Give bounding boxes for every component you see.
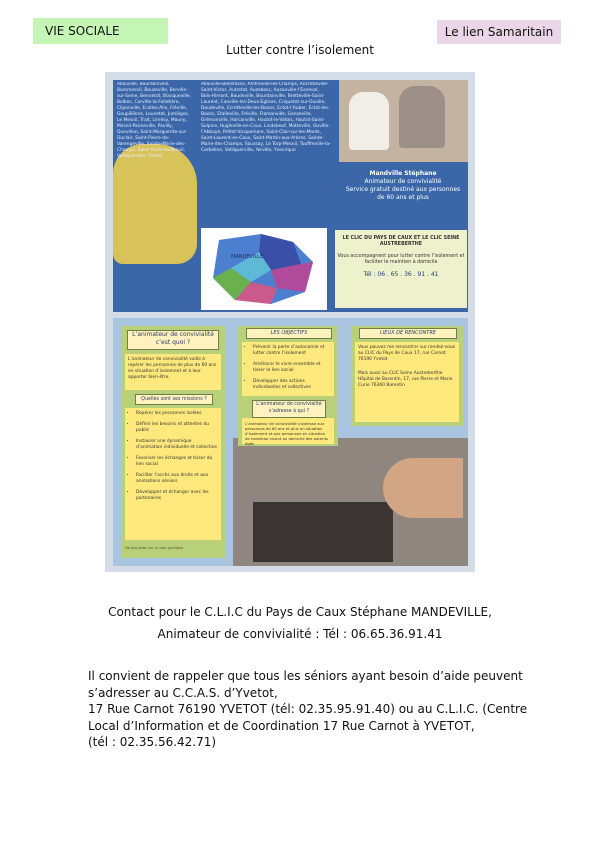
paragraph-line: Il convient de rappeler que tous les séniors ayant besoin d’aide peuvent [88,669,523,683]
meeting-places [355,342,459,422]
contact-line: Contact pour le C.L.I.C du Pays de Caux Stéphane MANDEVILLE, [108,605,492,619]
section-tag: VIE SOCIALE [33,18,168,44]
commune-list-left: Allouville, Bourdainville, Baromesnil, Beuzeville, Berville-sur-Seine, Bennetot, Blacqueville, Bolbec, Carville-la-Folletière, Cliponville, Ecalles-Alix, Fréville, Goupillières, Louvetot, Jumièges, Le Mesnil, Trait, Limésy, Mauny, Mesnil-Panneville, Pavilly, Quevillon, Saint-Marguerite-sur-Duclair, Saint-Pierre-de-Varengeville, Sainte-Marie-des-Champs, Saint-Ouen-du-Breuil, Valliquerville, Yvetot [117,82,192,159]
column-objectifs [238,326,338,446]
info-paragraph [88,668,528,751]
flyer-footer: Ne pas jeter sur la voie publique [125,546,184,550]
contact-name: Mandville Stéphane [369,170,437,177]
mission-item: • Développer et échanger avec les partenaires [136,490,218,502]
mission-item: • Favoriser les échanges et tisser du lien social [136,456,218,468]
flyer-inside [113,318,468,566]
mission-item: • Définir les besoins et attentes du public [136,422,218,434]
clic-card-title: LE CLIC DU PAYS DE CAUX ET LE CLIC SEINE AUSTREBERTHE [342,236,460,247]
column-lieux [351,326,463,426]
clic-card-text: Vous accompagnent pour lutter contre l’isolement et faciliter le maintien à domicile [337,254,465,265]
contact-audience: de 60 ans et plus [377,194,429,201]
chess-photo [233,438,468,566]
paragraph-line: (tél : 02.35.56.42.71) [88,735,217,749]
contact-phone-line: Animateur de convivialité : Tél : 06.65.36.91.41 [157,627,443,641]
seniors-photo [339,80,468,162]
col2-description: L’animateur de convivialité s’adresse aux personnes de 60 ans et plus en situation d’isolement et aux personnes en situation de handicap vivant au domicile des parents âgés [242,418,334,444]
chess-board [253,502,393,562]
paragraph-line: 17 Rue Carnot 76190 YVETOT (tél: 02.35.95.91.40) ou au C.L.I.C. (Centre [88,702,528,716]
objective-item: • Améliorer le vivre ensemble et tisser le lien social [253,362,331,374]
col3-title: LIEUX DE RENCONTRE [359,328,457,339]
paragraph-line: s’adresser au C.C.A.S. d’Yvetot, [88,685,278,700]
col1-description: L’animateur de convivialité vaille à repérer les personnes de plus de 60 ans en situation d’isolement et à leur apporter bien-être. [125,354,221,390]
flyer-cover [113,80,468,312]
map-label: MANDEVILLE [231,254,264,260]
objectives-list [242,342,334,396]
missions-list [125,408,221,540]
meeting-place-yvetot: Vous pouvez me rencontrer sur rendez-vous au CLIC du Pays de Caux 17, rue Carnot 76190 Yvetot [358,345,455,362]
col2-subtitle: L’animateur de convivialité s’adresse à qui ? [252,400,326,418]
photo-hand [383,458,463,518]
column-animateur [121,326,225,558]
objective-item: • Développer des actions individuelles et collectives [253,379,331,391]
contact-service: Service gratuit destiné aux personnes [345,186,461,193]
photo-person [399,86,445,148]
objective-item: • Prévenir la perte d’autonomie et lutter contre l’isolement [253,345,331,357]
commune-list-middle: Allouville-Bellefosse, Amfreville-les-Champs, Ancretiéville-Saint-Victor, Autretot, Auzebosc, Auzouville-l’Esneval, Bois-Himont, Boudeville, Bourdainville, Bretteville-Saint-Laurent, Canville-les-Deux-Eglises, Criquetot-sur-Ouville, Doudeville, Ecretteville-les-Baons, Ectot-l’Auber, Ectot-les-Baons, Etalleville, Fréville, Flamanville, Gonzeville, Grémonville, Harcanville, Hautot-le-Vatois, Hautot-Saint-Sulpice, Hugleville-en-Caux, Lindebeuf, Motteville, Ouville-l’Abbaye, Prétot-Vicquemare, Saint-Clair-sur-les-Monts, Saint-Laurent-en-Caux, Saint-Martin-aux-Arbres, Sainte-Marie-des-Champs, Saussay, Le Torp-Mesnil, Touffreville-la-Corbeline, Valliquerville, Yerville, Yvecrique [201,82,331,153]
paragraph-line: Local d’Information et de Coordination 17 Rue Carnot à YVETOT, [88,718,475,733]
mission-item: • Faciliter l’accès aux droits et aux animations séniors [136,473,218,485]
meeting-place-barentin: Mais aussi au CLIC Seine Austreberthe Hôpital de Barentin, 17, rue Pierre et Marie Curie 76360 Barentin [358,371,453,388]
map-graphic [201,228,327,310]
page-title: Lutter contre l’isolement [226,43,374,57]
territory-map [201,228,327,310]
contact-role: Animateur de convivialité [364,178,442,185]
photo-person [349,92,389,150]
contact-card [343,170,463,202]
col1-subtitle: Quelles sont ses missions ? [135,394,213,405]
col1-title: L’animateur de convivialité c’est quoi ? [127,330,219,350]
col2-title: LES OBJECTIFS [246,328,332,339]
publication-tag: Le lien Samaritain [437,20,561,44]
flyer-image [105,72,475,572]
clic-card [335,230,467,308]
clic-card-phone: Tél : 06 . 65 . 36 . 91 . 41 [363,271,439,278]
mission-item: • Repérer les personnes isolées [136,411,218,417]
mission-item: • Instaurer une dynamique d’animation individuelle et collective [136,439,218,451]
